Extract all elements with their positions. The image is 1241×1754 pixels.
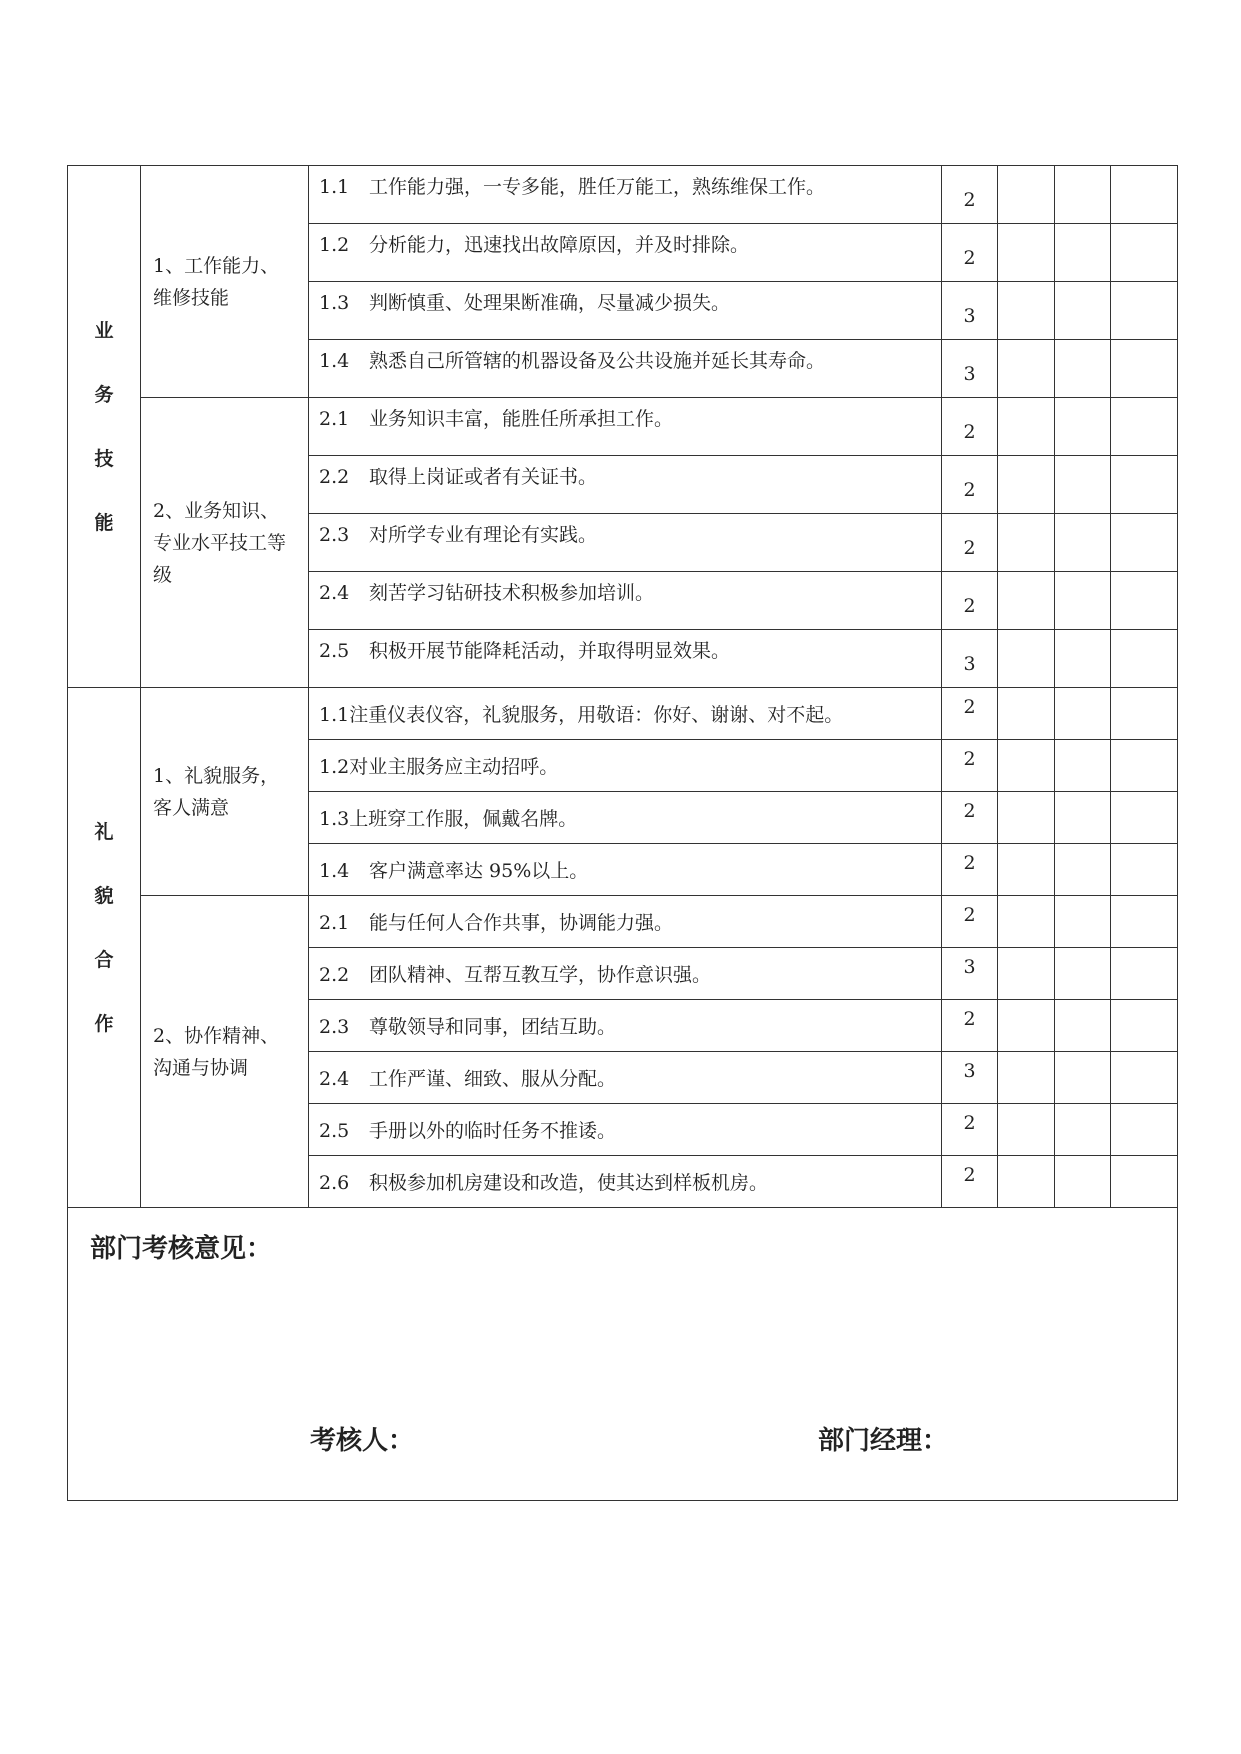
blank-cell	[1055, 844, 1111, 896]
item-cell	[309, 630, 942, 688]
item-number: 2.5	[319, 640, 350, 662]
blank-cell	[1111, 1052, 1178, 1104]
item-cell	[309, 340, 942, 398]
item-number: 2.2	[319, 964, 350, 986]
item-number: 2.3	[319, 524, 350, 546]
blank-cell	[1055, 456, 1111, 514]
item-number: 2.4	[319, 582, 350, 604]
score-cell: 2	[942, 224, 998, 282]
item-number: 1.1	[319, 176, 350, 198]
category-char: 礼	[94, 820, 114, 843]
table-row	[68, 166, 1178, 224]
score-cell: 2	[942, 688, 998, 740]
blank-cell	[1055, 398, 1111, 456]
blank-cell	[998, 166, 1055, 224]
manager-label: 部门经理：	[818, 1426, 949, 1456]
category-char: 技	[94, 447, 114, 470]
item-number: 1.4	[319, 860, 350, 882]
category-char: 合	[94, 948, 114, 971]
group-label: 2、业务知识、专业水平技工等级	[141, 398, 309, 688]
item-number: 2.3	[319, 1016, 350, 1038]
blank-cell	[1055, 282, 1111, 340]
item-text: 尊敬领导和同事，团结互助。	[369, 1016, 617, 1038]
blank-cell	[998, 398, 1055, 456]
item-text: 工作严谨、细致、服从分配。	[369, 1068, 617, 1090]
item-cell	[309, 398, 942, 456]
score-cell: 2	[942, 740, 998, 792]
table-row	[68, 688, 1178, 740]
item-number: 1.3	[319, 808, 350, 830]
blank-cell	[1055, 630, 1111, 688]
blank-cell	[1055, 948, 1111, 1000]
item-text: 积极开展节能降耗活动，并取得明显效果。	[369, 640, 731, 662]
score-cell: 3	[942, 340, 998, 398]
blank-cell	[1111, 630, 1178, 688]
score-cell: 3	[942, 948, 998, 1000]
blank-cell	[1055, 1104, 1111, 1156]
score-cell: 2	[942, 792, 998, 844]
blank-cell	[998, 688, 1055, 740]
blank-cell	[1055, 740, 1111, 792]
opinion-title: 部门考核意见：	[90, 1234, 273, 1264]
department-opinion-box[interactable]	[68, 1208, 1178, 1501]
category-courtesy-cooperation	[68, 688, 141, 1208]
blank-cell	[1111, 948, 1178, 1000]
category-char: 貌	[94, 884, 114, 907]
item-cell	[309, 572, 942, 630]
blank-cell	[998, 340, 1055, 398]
item-text: 刻苦学习钻研技术积极参加培训。	[369, 582, 655, 604]
blank-cell	[998, 740, 1055, 792]
blank-cell	[998, 792, 1055, 844]
item-cell	[309, 1052, 942, 1104]
item-number: 1.2	[319, 234, 350, 256]
blank-cell	[998, 1052, 1055, 1104]
blank-cell	[1111, 340, 1178, 398]
item-cell	[309, 224, 942, 282]
score-cell: 2	[942, 398, 998, 456]
score-cell: 2	[942, 844, 998, 896]
item-number: 1.3	[319, 292, 350, 314]
blank-cell	[1111, 514, 1178, 572]
item-cell	[309, 1156, 942, 1208]
item-number: 2.4	[319, 1068, 350, 1090]
blank-cell	[998, 1000, 1055, 1052]
blank-cell	[1111, 896, 1178, 948]
score-cell: 2	[942, 1000, 998, 1052]
blank-cell	[998, 456, 1055, 514]
blank-cell	[998, 1156, 1055, 1208]
item-cell	[309, 456, 942, 514]
assessor-label: 考核人：	[310, 1426, 415, 1456]
table-row	[68, 1208, 1178, 1501]
item-number: 1.2	[319, 756, 350, 778]
blank-cell	[998, 514, 1055, 572]
item-text: 取得上岗证或者有关证书。	[369, 466, 598, 488]
blank-cell	[1055, 1156, 1111, 1208]
item-text: 对所学专业有理论有实践。	[369, 524, 598, 546]
item-cell	[309, 514, 942, 572]
item-number: 1.1	[319, 704, 350, 726]
item-text: 能与任何人合作共事，协调能力强。	[369, 912, 674, 934]
blank-cell	[1111, 792, 1178, 844]
item-number: 2.2	[319, 466, 350, 488]
blank-cell	[998, 1104, 1055, 1156]
item-text: 上班穿工作服，佩戴名牌。	[349, 808, 578, 830]
score-cell: 2	[942, 1104, 998, 1156]
group-label: 1、工作能力、维修技能	[141, 166, 309, 398]
score-cell: 3	[942, 1052, 998, 1104]
category-char: 能	[94, 511, 114, 534]
blank-cell	[998, 282, 1055, 340]
category-char: 业	[94, 319, 114, 342]
evaluation-table	[67, 165, 1178, 1501]
item-text: 注重仪表仪容，礼貌服务，用敬语：你好、谢谢、对不起。	[349, 704, 844, 726]
score-cell: 3	[942, 282, 998, 340]
blank-cell	[1111, 398, 1178, 456]
score-cell: 2	[942, 514, 998, 572]
blank-cell	[1055, 166, 1111, 224]
item-text: 业务知识丰富，能胜任所承担工作。	[369, 408, 674, 430]
item-text: 团队精神、互帮互教互学，协作意识强。	[369, 964, 712, 986]
item-cell	[309, 166, 942, 224]
blank-cell	[1111, 224, 1178, 282]
item-cell	[309, 896, 942, 948]
score-cell: 2	[942, 166, 998, 224]
blank-cell	[998, 224, 1055, 282]
item-text: 客户满意率达 95%以上。	[369, 860, 589, 882]
blank-cell	[1111, 740, 1178, 792]
blank-cell	[998, 896, 1055, 948]
item-cell	[309, 792, 942, 844]
item-number: 2.6	[319, 1172, 350, 1194]
blank-cell	[1111, 1156, 1178, 1208]
blank-cell	[1055, 1052, 1111, 1104]
item-cell	[309, 740, 942, 792]
blank-cell	[998, 844, 1055, 896]
score-cell: 3	[942, 630, 998, 688]
item-text: 工作能力强，一专多能，胜任万能工，熟练维保工作。	[369, 176, 826, 198]
blank-cell	[1111, 688, 1178, 740]
item-text: 熟悉自己所管辖的机器设备及公共设施并延长其寿命。	[369, 350, 826, 372]
blank-cell	[1111, 1000, 1178, 1052]
score-cell: 2	[942, 456, 998, 514]
blank-cell	[998, 630, 1055, 688]
item-cell	[309, 1104, 942, 1156]
item-cell	[309, 844, 942, 896]
group-label: 1、礼貌服务，客人满意	[141, 688, 309, 896]
item-text: 对业主服务应主动招呼。	[349, 756, 559, 778]
blank-cell	[1111, 572, 1178, 630]
item-number: 2.1	[319, 408, 350, 430]
score-cell: 2	[942, 896, 998, 948]
item-text: 手册以外的临时任务不推诿。	[369, 1120, 617, 1142]
blank-cell	[1111, 1104, 1178, 1156]
blank-cell	[1055, 572, 1111, 630]
item-cell	[309, 282, 942, 340]
blank-cell	[998, 572, 1055, 630]
blank-cell	[998, 948, 1055, 1000]
item-text: 积极参加机房建设和改造，使其达到样板机房。	[369, 1172, 769, 1194]
category-char: 作	[94, 1012, 114, 1035]
blank-cell	[1055, 792, 1111, 844]
blank-cell	[1111, 166, 1178, 224]
table-row	[68, 896, 1178, 948]
blank-cell	[1111, 844, 1178, 896]
blank-cell	[1111, 282, 1178, 340]
blank-cell	[1055, 1000, 1111, 1052]
category-char: 务	[94, 383, 114, 406]
item-text: 判断慎重、处理果断准确，尽量减少损失。	[369, 292, 731, 314]
item-cell	[309, 1000, 942, 1052]
score-cell: 2	[942, 1156, 998, 1208]
item-number: 1.4	[319, 350, 350, 372]
score-cell: 2	[942, 572, 998, 630]
item-number: 2.1	[319, 912, 350, 934]
blank-cell	[1055, 224, 1111, 282]
blank-cell	[1055, 514, 1111, 572]
blank-cell	[1055, 896, 1111, 948]
item-number: 2.5	[319, 1120, 350, 1142]
item-text: 分析能力，迅速找出故障原因，并及时排除。	[369, 234, 750, 256]
blank-cell	[1111, 456, 1178, 514]
blank-cell	[1055, 340, 1111, 398]
item-cell	[309, 688, 942, 740]
blank-cell	[1055, 688, 1111, 740]
group-label: 2、协作精神、沟通与协调	[141, 896, 309, 1208]
item-cell	[309, 948, 942, 1000]
table-row	[68, 398, 1178, 456]
category-business-skills	[68, 166, 141, 688]
